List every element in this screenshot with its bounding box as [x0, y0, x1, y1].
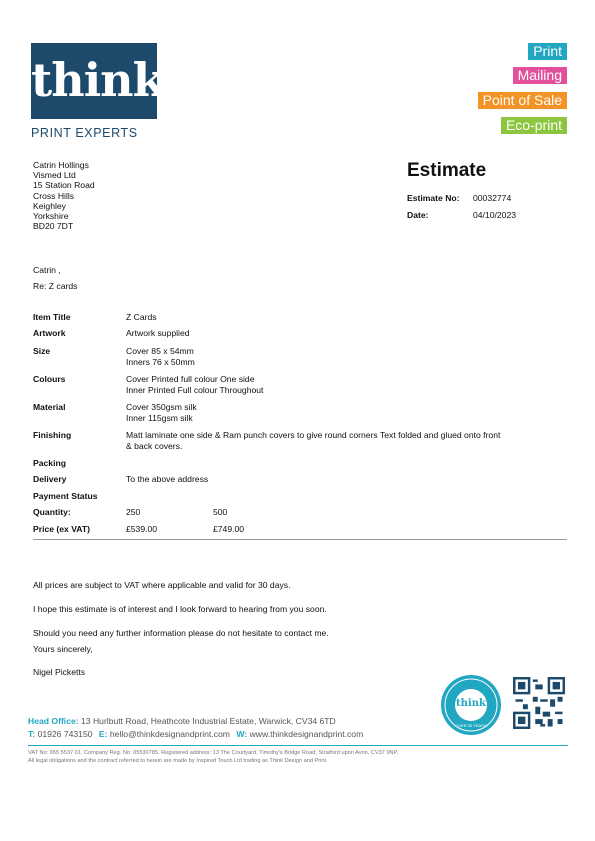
service-tag-eco-print: Eco-print — [501, 117, 567, 134]
row-label-packing: Packing — [33, 458, 66, 468]
estimate-number: 00032774 — [473, 193, 512, 203]
row-value-size — [126, 346, 195, 367]
row-value-line: Cover 85 x 54mm — [126, 346, 194, 356]
email-label: E: — [98, 729, 108, 739]
quantity-label: Quantity: — [33, 507, 71, 517]
row-value-finishing — [126, 430, 571, 451]
price-label: Price (ex VAT) — [33, 524, 90, 534]
sign-off: Yours sincerely, — [33, 644, 93, 654]
row-label-delivery: Delivery — [33, 474, 67, 484]
price-value-2: £749.00 — [213, 524, 245, 534]
service-tag-print: Print — [528, 43, 567, 60]
web-link[interactable]: www.thinkdesignandprint.com — [249, 729, 364, 739]
row-label-payment-status: Payment Status — [33, 491, 98, 501]
service-tag-mailing: Mailing — [513, 67, 567, 84]
address-line: BD20 7DT — [33, 221, 74, 232]
recipient-name: Catrin Hollings — [33, 160, 89, 170]
row-value-line: Cover 350gsm silk — [126, 402, 197, 412]
row-value-item-title: Z Cards — [126, 312, 157, 322]
salutation: Catrin , — [33, 265, 61, 275]
logo-tagline: PRINT EXPERTS — [31, 126, 138, 140]
badge-wordmark: think — [456, 698, 486, 709]
service-tag-point-of-sale: Point of Sale — [478, 92, 567, 109]
estimate-date: 04/10/2023 — [473, 210, 517, 220]
quantity-value-2: 500 — [213, 507, 228, 517]
contact-line — [28, 729, 363, 739]
address-line: Yorkshire — [33, 211, 69, 222]
head-office-label: Head Office: — [28, 716, 79, 726]
footer-rule — [28, 745, 568, 746]
head-office-line — [28, 716, 336, 726]
row-value-line: Inners 76 x 50mm — [126, 356, 195, 367]
row-value-line: Inner 115gsm silk — [126, 412, 193, 423]
row-label-material: Material — [33, 402, 66, 412]
price-value-1: £539.00 — [126, 524, 158, 534]
address-line: Keighley — [33, 200, 66, 211]
head-office-address: 13 Hurlbutt Road, Heathcote Industrial Estate, Warwick, CV34 6TD — [81, 716, 336, 726]
row-label-artwork: Artwork — [33, 328, 66, 338]
email-link[interactable]: hello@thinkdesignandprint.com — [109, 729, 230, 739]
further-info-text: Should you need any further information please do not hesitate to contact me. — [33, 628, 329, 638]
vat-note: All prices are subject to VAT where applicable and valid for 30 days. — [33, 580, 291, 590]
row-value-colours — [126, 374, 263, 395]
row-label-item-title: Item Title — [33, 312, 71, 322]
qr-code — [513, 677, 565, 729]
legal-line-2: All legal obligations and the contract referred to herein are made by Inspired Touch Ltd trading as Think Design and Print. — [28, 758, 328, 764]
heritage-badge — [441, 675, 501, 735]
tel-label: T: — [28, 729, 36, 739]
re-line: Re: Z cards — [33, 281, 78, 291]
recipient-company: Vismed Ltd — [33, 170, 76, 181]
recipient-address — [33, 160, 95, 231]
web-label: W: — [236, 729, 248, 739]
row-value-line: Cover Printed full colour One side — [126, 374, 255, 384]
estimate-title: Estimate — [407, 160, 487, 181]
badge-text: OVER 30 YEARS — [455, 723, 487, 728]
estimate-number-label: Estimate No: — [407, 193, 460, 203]
hope-text: I hope this estimate is of interest and I look forward to hearing from you soon. — [33, 604, 327, 614]
tel-value: 01926 743150 — [37, 729, 93, 739]
logo-wordmark: think — [31, 53, 164, 107]
row-label-size: Size — [33, 346, 51, 356]
address-line: Cross Hills — [33, 190, 75, 201]
signatory: Nigel Picketts — [33, 667, 86, 677]
quantity-value-1: 250 — [126, 507, 141, 517]
legal-line-1: VAT No: 655 5537 01. Company Reg. No: 05530785. Registered address: 13 The Courtyard, Timothy's Bridge Road, Stratford upon Avon, CV37 9NP. — [28, 750, 399, 756]
divider — [33, 539, 567, 540]
row-label-finishing: Finishing — [33, 430, 72, 440]
row-value-line: Inner Printed Full colour Throughout — [126, 384, 264, 395]
estimate-date-label: Date: — [407, 210, 429, 220]
row-value-line: Matt laminate one side & Ram punch covers to give round corners Text folded and glued onto front — [126, 430, 501, 440]
row-value-artwork: Artwork supplied — [126, 328, 190, 338]
row-value-material — [126, 402, 197, 423]
address-line: 15 Station Road — [33, 180, 95, 191]
row-label-colours: Colours — [33, 374, 66, 384]
row-value-delivery: To the above address — [126, 474, 209, 484]
row-value-line: & back covers. — [126, 440, 183, 451]
